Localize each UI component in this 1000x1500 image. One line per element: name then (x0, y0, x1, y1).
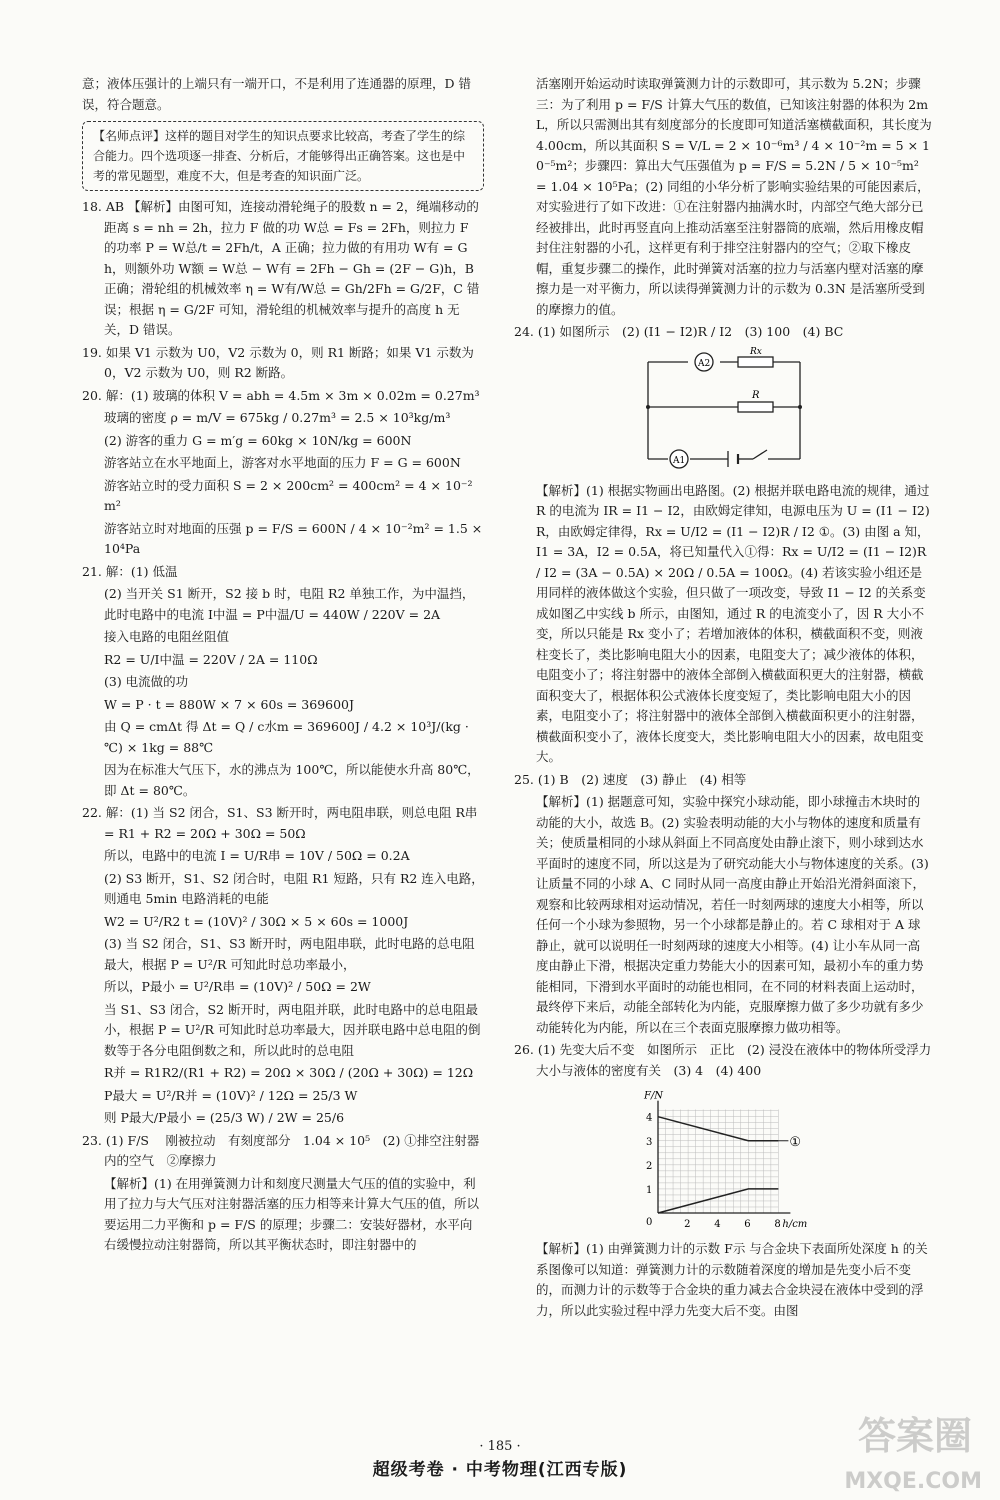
answer-paragraph: 【解析】(1) 由弹簧测力计的示数 F示 与合金块下表面所处深度 h 的关系图像可以知道：弹簧测力计的示数随着深度的增加是先变小后不变的，而测力计的示数等于合金块的重力减去合金块浸在液体中受到的浮力，所以此实验过程中浮力先变大后不变。由图 (536, 1241, 928, 1318)
y-tick-label: 2 (646, 1160, 653, 1172)
answer-paragraph: 【解析】(1) 在用弹簧测力计和刻度尺测量大气压的值的实验中，利用了拉力与大气压对注射器活塞的压力相等来计算大气压的值，所以要运用二力平衡和 p = F/S 的原理；步骤二：安装好器材，水平向右缓慢拉动注射器筒，所以其平衡状态时，即注射器中的 (104, 1175, 480, 1252)
switch (753, 450, 767, 459)
x-tick-label: 2 (684, 1219, 691, 1230)
answer-paragraph: 由 Q = cmΔt 得 Δt = Q / c水m = 369600J / 4.2 × 10³J/(kg · ℃) × 1kg = 88℃ (104, 719, 469, 755)
resistor-r-label: R (752, 389, 760, 401)
watermark-text: 答案圈 (857, 1414, 972, 1458)
x-tick-label: 4 (714, 1219, 721, 1230)
answer-paragraph: R2 = U/I中温 = 220V / 2A = 110Ω (104, 651, 318, 667)
resistor-r (738, 402, 773, 412)
x-axis-label: h/cm (782, 1219, 808, 1230)
series-label: ① (789, 1134, 802, 1150)
watermark-logo (844, 1414, 982, 1494)
answer-paragraph: W = P · t = 880W × 7 × 60s = 369600J (104, 696, 355, 712)
answer-paragraph: 意；液体压强计的上端只有一端开口，不是利用了连通器的原理，D 错误，符合题意。 (82, 76, 471, 112)
force-depth-graph (628, 1085, 818, 1235)
answer-paragraph: 游客站立时对地面的压强 p = F/S = 600N / 4 × 10⁻²m² = 1.5 × 10⁴Pa (104, 520, 483, 556)
answer-paragraph: 【解析】(1) 据题意可知，实验中探究小球动能，即小球撞击木块时的动能的大小，故选 B。(2) 实验表明动能的大小与物体的速度和质量有关；使质量相同的小球从斜面上不同高度处由静止滚下，则小球到达水平面时的速度不同，所以这是为了研究动能大小与物体速度的关系。(3) 让质量不同的小球 A、C 同时从同一高度由静止开始沿光滑斜面滚下，观察和比较两球相对运动情况，若任一时刻两球的速度大小相等，所以任何一个小球为参照物，另一个小球都是静止的。若 C 球相对于 A 球静止，就可以说明任一时刻两球的速度大小相等。(4) 让小车从同一高度由静止下滑，根据决定重力势能大小的因素可知，最初小车的重力势能相同，下滑到水平面时的动能也相同，在不同的材料表面上运动时，最终停下来后，动能全部转化为内能，克服摩擦力做了多少功就有多少动能转化为内能，所以在三个表面克服摩擦力做功相等。 (536, 794, 929, 1035)
answer-paragraph: 25. (1) B (2) 速度 (3) 静止 (4) 相等 (514, 771, 747, 787)
y-tick-label: 4 (646, 1112, 653, 1124)
answer-paragraph: 18. AB 【解析】由图可知，连接动滑轮绳子的股数 n = 2，绳端移动的距离 s = nh = 2h，拉力 F 做的功 W总 = Fs = 2Fh，则拉力 F 的功率 P = W总/t = 2Fh/t，A 正确；拉力做的有用功 W有 = Gh，则额外功 W额 = W总 − W有 = 2Fh − Gh = (2F − G)h，B 正确；滑轮组的机械效率 η = W有/W总 = Gh/2Fh = G/2F，C 错误；根据 η = G/2F 可知，滑轮组的机械效率与提升的高度 h 无关，D 错误。 (82, 199, 480, 337)
answer-paragraph: (2) 游客的重力 G = m′g = 60kg × 10N/kg = 600N (104, 432, 412, 448)
answer-paragraph: (3) 电流做的功 (104, 674, 189, 689)
watermark-url: MXQE.COM (844, 1468, 982, 1494)
y-axis-label: F/N (644, 1090, 664, 1102)
left-column (82, 74, 484, 1258)
answer-paragraph: 则 P最大/P最小 = (25/3 W) / 2W = 25/6 (104, 1110, 345, 1125)
answer-paragraph: 23. (1) F/S 刚被拉动 有刻度部分 1.04 × 10⁵ (2) ①排空注射器内的空气 ②摩擦力 (82, 1132, 480, 1168)
answer-paragraph: 所以，电路中的电流 I = U/R串 = 10V / 50Ω = 0.2A (104, 848, 410, 863)
teacher-comment-box: 【名师点评】这样的题目对学生的知识点要求比较高，考查了学生的综合能力。四个选项逐一排查、分析后，才能够得出正确答案。这也是中考的常见题型，难度不大，但是考查的知识面广泛。 (82, 121, 484, 191)
answer-paragraph: 20. 解：(1) 玻璃的体积 V = abh = 4.5m × 3m × 0.02m = 0.27m³ (82, 387, 480, 403)
answer-paragraph: 游客站立时的受力面积 S = 2 × 200cm² = 400cm² = 4 × 10⁻²m² (104, 477, 473, 513)
resistor-rx-label: Rx (750, 346, 762, 357)
x-tick-label: 8 (774, 1219, 781, 1230)
answer-paragraph: 活塞刚开始运动时读取弹簧测力计的示数即可，其示数为 5.2N；步骤三：为了利用 p = F/S 计算大气压的数值，已知该注射器的体积为 2mL，所以只需测出其有刻度部分的长度即可知道活塞横截面积，其长度为 4.00cm，所以其面积 S = V/L = 2 × 10⁻⁶m³ / 4 × 10⁻²m = 5 × 10⁻⁵m²；步骤四：算出大气压强值为 p = F/S = 5.2N / 5 × 10⁻⁵m² = 1.04 × 10⁵Pa；(2) 同组的小华分析了影响实验结果的可能因素后，对实验进行了如下改进：①在注射器内抽满水时，内部空气绝大部分已经被排出，此时再竖直向上推动活塞至注射器筒的底端，然后用橡皮帽封住注射器的小孔，这样更有利于排空注射器内的空气；②取下橡皮帽，重复步骤二的操作，此时弹簧对活塞的拉力与活塞内壁对活塞的摩擦力是一对平衡力，所以读得弹簧测力计的示数为 0.3N 是活塞所受到的摩擦力的值。 (536, 76, 932, 317)
answer-paragraph: 21. 解：(1) 低温 (82, 563, 178, 579)
answer-paragraph: (2) 当开关 S1 断开，S2 接 b 时，电阻 R2 单独工作，为中温挡，此时电路中的电流 I中温 = P中温/U = 440W / 220V = 2A (104, 586, 475, 622)
x-tick-label: 6 (744, 1219, 751, 1230)
book-title: 超级考卷 · 中考物理(江西专版) (372, 1459, 628, 1480)
circuit-diagram (628, 347, 818, 477)
right-column (514, 74, 932, 1323)
answer-paragraph: 26. (1) 先变大后不变 如图所示 正比 (2) 浸没在液体中的物体所受浮力大小与液体的密度有关 (3) 4 (4) 400 (514, 1042, 932, 1078)
junction-dot (646, 405, 650, 409)
answer-paragraph: 因为在标准大气压下，水的沸点为 100℃，所以能使水升高 80℃，即 Δt = 80℃。 (104, 762, 480, 798)
answer-paragraph: 所以，P最小 = U²/R串 = (10V)² / 50Ω = 2W (104, 979, 371, 994)
y-tick-label: 1 (646, 1184, 653, 1196)
answer-paragraph: 24. (1) 如图所示 (2) (I1 − I2)R / I2 (3) 100 (4) BC (514, 324, 844, 339)
answer-paragraph: P最大 = U²/R并 = (10V)² / 12Ω = 25/3 W (104, 1087, 358, 1103)
answer-paragraph: W2 = U²/R2 t = (10V)² / 30Ω × 5 × 60s = 1000J (104, 913, 409, 929)
answer-paragraph: R并 = R1R2/(R1 + R2) = 20Ω × 30Ω / (20Ω + 30Ω) = 12Ω (104, 1065, 474, 1080)
answer-paragraph: 游客站立在水平地面上，游客对水平地面的压力 F = G = 600N (104, 455, 461, 470)
answer-paragraph: 接入电路的电阻丝阻值 (104, 629, 230, 644)
answer-paragraph: (2) S3 断开，S1、S2 闭合时，电阻 R1 短路，只有 R2 连入电路，则通电 5min 电路消耗的电能 (104, 870, 484, 906)
answer-paragraph: (3) 当 S2 闭合，S1、S3 断开时，两电阻串联，此时电路的总电阻最大，根据 P = U²/R 可知此时总功率最小， (104, 936, 475, 972)
resistor-rx (738, 357, 773, 367)
answer-paragraph: 22. 解：(1) 当 S2 闭合，S1、S3 断开时，两电阻串联，则总电阻 R串 = R1 + R2 = 20Ω + 30Ω = 50Ω (82, 805, 478, 841)
ammeter-a1-label: A1 (673, 455, 686, 466)
y-tick-label: 3 (646, 1136, 653, 1148)
answer-paragraph: 19. 如果 V1 示数为 U0，V2 示数为 0，则 R1 断路；如果 V1 示数为 0，V2 示数为 U0，则 R2 断路。 (82, 344, 474, 380)
page-number: · 185 · (479, 1439, 521, 1454)
answer-paragraph: 玻璃的密度 ρ = m/V = 675kg / 0.27m³ = 2.5 × 10³kg/m³ (104, 410, 451, 425)
junction-dot (798, 405, 802, 409)
answer-paragraph: 当 S1、S3 闭合，S2 断开时，两电阻并联，此时电路中的总电阻最小，根据 P = U²/R 可知此时总功率最大，因并联电路中总电阻的倒数等于各分电阻倒数之和，所以此时的总电阻 (104, 1001, 481, 1058)
answer-paragraph: 【解析】(1) 根据实物画出电路图。(2) 根据并联电路电流的规律，通过 R 的电流为 IR = I1 − I2，由欧姆定律知，电源电压为 U = (I1 − I2)R，由欧姆定律得，Rx = U/I2 = (I1 − I2)R / I2 ①。(3) 由图 a 知，I1 = 3A，I2 = 0.5A，将已知量代入①得：Rx = U/I2 = (I1 − I2)R / I2 = (3A − 0.5A) × 20Ω / 0.5A = 100Ω。(4) 若该实验小组还是用同样的液体做这个实验，但只做了一项改变，导致 I1 − I2 的关系变成如图乙中实线 b 所示，由图知，通过 R 的电流变小了，因 R 大小不变，所以只能是 Rx 变小了；若增加液体的体积，横截面积不变，则液柱变长了，类比影响电阻大小的因素，电阻变大了；减少液体的体积，电阻变小了；将注射器中的液体全部倒入横截面积更大的注射器，横截面积变大了，根据体积公式液体长度变短了，类比影响电阻大小的因素，电阻变小了；将注射器中的液体全部倒入横截面积更小的注射器，横截面积变小了，液体长度变大，类比影响电阻大小的因素，故电阻变大。 (536, 482, 930, 764)
origin-label: 0 (646, 1217, 653, 1228)
ammeter-a2-label: A2 (698, 358, 711, 369)
